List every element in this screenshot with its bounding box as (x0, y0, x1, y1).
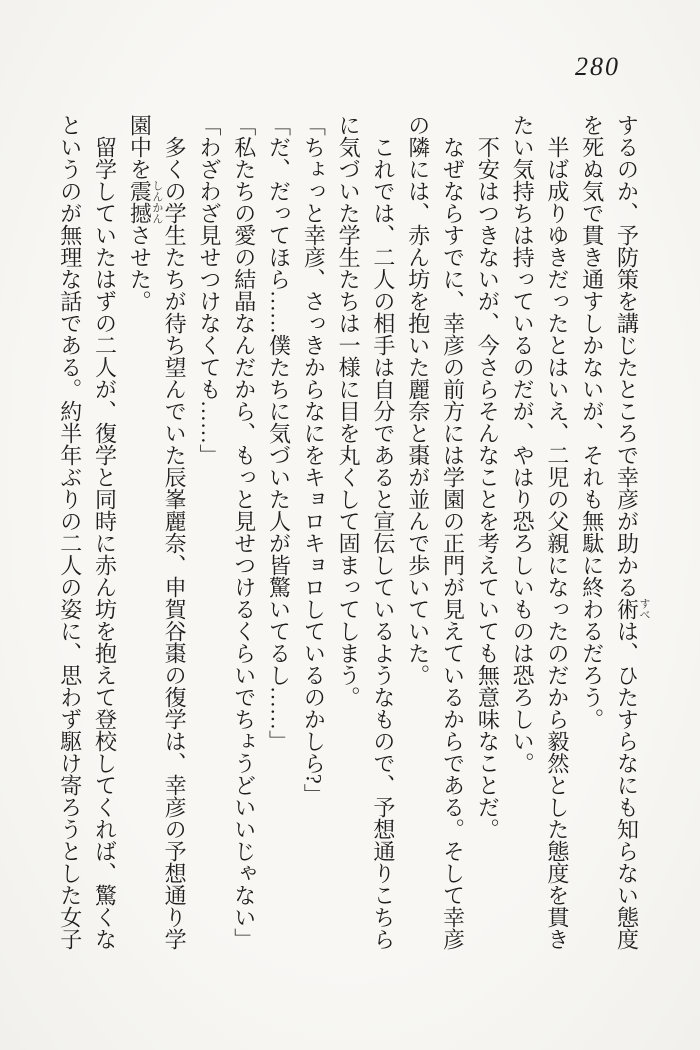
paragraph: 「ちょっと幸彦、さっきからなにをキョロキョロしているのかしら?」 (301, 114, 327, 806)
paragraph: 「わざわざ見せつけなくても……」 (196, 114, 222, 466)
paragraph: するのか、予防策を講じたところで幸彦が助かる術すべは、ひたすらなにも知らない態度を死ぬ気で貫き通すしかないが、それも無駄に終わるだろう。 (579, 114, 650, 950)
ruby-annotated-word: 震撼しんかん (127, 180, 163, 224)
paragraph: 半ば成りゆきだったとはいえ、二児の父親になったのだから毅然とした態度を貫きたい気持ちは持っているのだが、やはり恐ろしいものは恐ろしい。 (510, 114, 570, 950)
paragraph: 留学していたはずの二人が、復学と同時に赤ん坊を抱えて登校してくれば、驚くなというのが無理な話である。約半年ぶりの二人の姿に、思わず駆け寄ろうとした女子 (57, 114, 118, 950)
paragraph: これでは、二人の相手は自分であると宣伝しているようなもので、予想通りこちらに気づいた学生たちは一様に目を丸くして固まってしまう。 (336, 114, 396, 950)
ruby-annotated-word: 術すべ (614, 598, 650, 620)
paragraph: 「私たちの愛の結晶なんだから、もっと見せつけるくらいでちょうどいいじゃない」 (231, 114, 257, 950)
text-block (52, 114, 650, 952)
paragraph: 多くの学生たちが待ち望んでいた辰峯麗奈、申賀谷棗の復学は、幸彦の予想通り学園中を震撼しんかんさせた。 (127, 114, 188, 950)
paragraph: なぜならすでに、幸彦の前方には学園の正門が見えているからである。そして幸彦の隣には、赤ん坊を抱いた麗奈と棗が並んで歩いていた。 (405, 114, 466, 950)
page-number: 280 (575, 52, 620, 81)
paragraph: 不安はつきないが、今さらそんなことを考えていても無意味なことだ。 (475, 136, 501, 840)
paragraph: 「だ、だってほら……僕たちに気づいた人が皆驚いてるし……」 (266, 114, 292, 752)
